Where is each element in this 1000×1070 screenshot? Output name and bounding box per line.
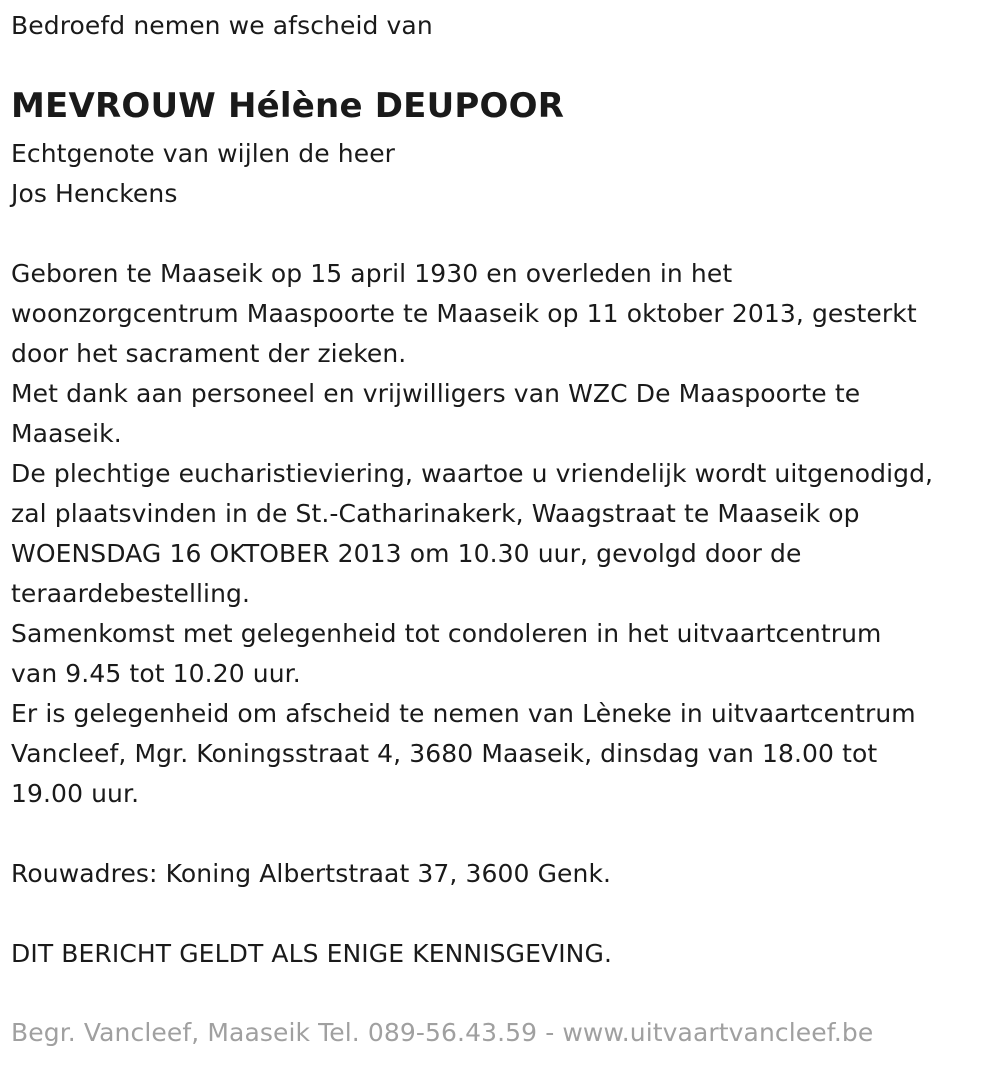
spouse-info bbox=[11, 134, 395, 214]
body-line: zal plaatsvinden in de St.-Catharinakerk, Waagstraat te Maaseik op bbox=[11, 499, 860, 528]
body-line: De plechtige eucharistieviering, waartoe u vriendelijk wordt uitgenodigd, bbox=[11, 459, 934, 488]
body-line: Samenkomst met gelegenheid tot condoleren in het uitvaartcentrum bbox=[11, 619, 882, 648]
body-line: Vancleef, Mgr. Koningsstraat 4, 3680 Maaseik, dinsdag van 18.00 tot bbox=[11, 739, 878, 768]
body-line: WOENSDAG 16 OKTOBER 2013 om 10.30 uur, gevolgd door de bbox=[11, 539, 802, 568]
body-line: woonzorgcentrum Maaspoorte te Maaseik op 11 oktober 2013, gesterkt bbox=[11, 299, 917, 328]
body-line: teraardebestelling. bbox=[11, 579, 251, 608]
mourning-address: Rouwadres: Koning Albertstraat 37, 3600 Genk. bbox=[11, 859, 612, 888]
body-line: Maaseik. bbox=[11, 419, 122, 448]
notice-body bbox=[11, 254, 933, 814]
spouse-line: Echtgenote van wijlen de heer bbox=[11, 139, 396, 168]
body-line: door het sacrament der zieken. bbox=[11, 339, 407, 368]
body-line: van 9.45 tot 10.20 uur. bbox=[11, 659, 301, 688]
deceased-name: MEVROUW Hélène DEUPOOR bbox=[11, 86, 565, 126]
closing-statement: DIT BERICHT GELDT ALS ENIGE KENNISGEVING. bbox=[11, 939, 612, 968]
body-line: 19.00 uur. bbox=[11, 779, 140, 808]
intro-text: Bedroefd nemen we afscheid van bbox=[11, 11, 433, 40]
body-line: Geboren te Maaseik op 15 april 1930 en overleden in het bbox=[11, 259, 733, 288]
spouse-line: Jos Henckens bbox=[11, 179, 178, 208]
body-line: Met dank aan personeel en vrijwilligers van WZC De Maaspoorte te bbox=[11, 379, 861, 408]
body-line: Er is gelegenheid om afscheid te nemen van Lèneke in uitvaartcentrum bbox=[11, 699, 916, 728]
funeral-home-footer: Begr. Vancleef, Maaseik Tel. 089-56.43.59 - www.uitvaartvancleef.be bbox=[11, 1018, 874, 1047]
